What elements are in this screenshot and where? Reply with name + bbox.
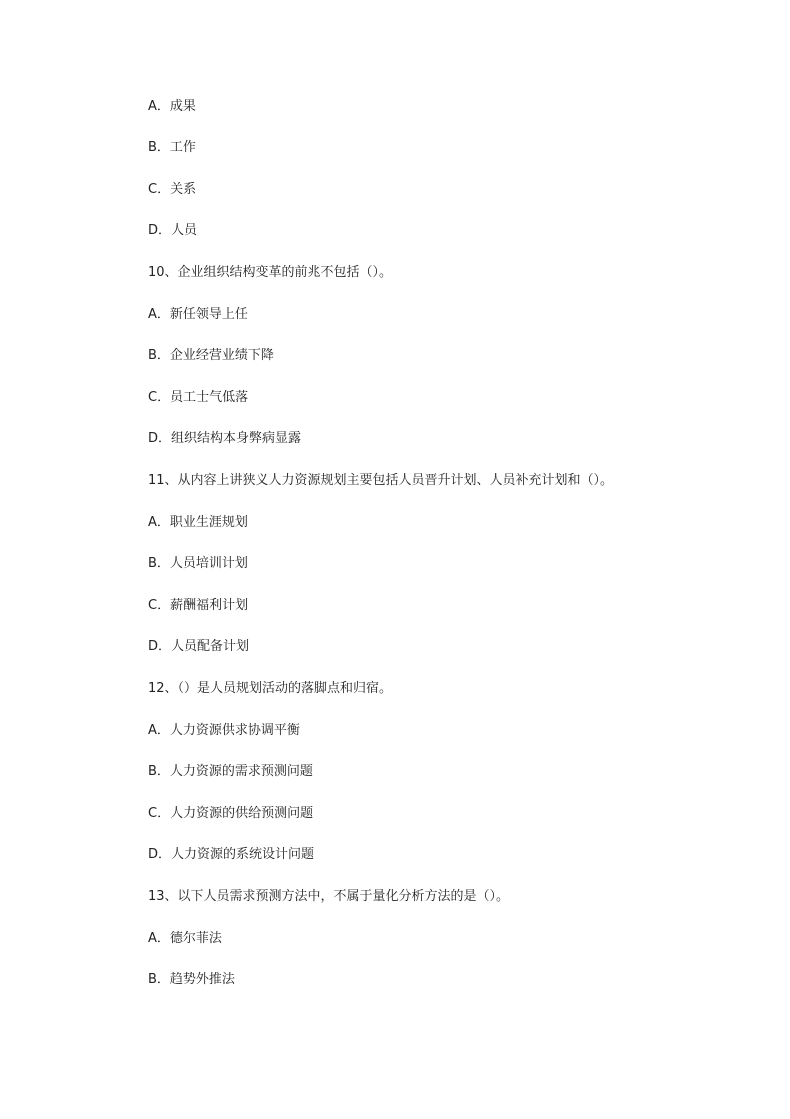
option-a-text: A．德尔菲法 xyxy=(148,931,222,946)
option-c-text: C．人力资源的供给预测问题 xyxy=(148,806,314,821)
question-12-text: 12、（）是人员规划活动的落脚点和归宿。 xyxy=(148,681,393,696)
option-c-text: C．员工士气低落 xyxy=(148,390,249,405)
option-b-text: B．工作 xyxy=(148,140,196,155)
option-b-text: B．人力资源的需求预测问题 xyxy=(148,764,313,779)
option-d-text: D．组织结构本身弊病显露 xyxy=(148,431,302,446)
option-a-text: A．人力资源供求协调平衡 xyxy=(148,723,300,738)
question-10-text: 10、企业组织结构变革的前兆不包括（）。 xyxy=(148,265,393,280)
option-d-text: D．人力资源的系统设计问题 xyxy=(148,847,315,862)
option-b-text: B．趋势外推法 xyxy=(148,972,235,987)
question-13-text: 13、以下人员需求预测方法中，不属于量化分析方法的是（）。 xyxy=(148,889,510,904)
option-a-text: A．成果 xyxy=(148,99,196,114)
option-a-text: A．职业生涯规划 xyxy=(148,515,248,530)
option-b-text: B．人员培训计划 xyxy=(148,556,248,571)
option-a-text: A．新任领导上任 xyxy=(148,307,248,322)
option-b-text: B．企业经营业绩下降 xyxy=(148,348,274,363)
option-d-text: D．人员 xyxy=(148,223,198,238)
option-c-text: C．薪酬福利计划 xyxy=(148,598,249,613)
question-11-text: 11、从内容上讲狭义人力资源规划主要包括人员晋升计划、人员补充计划和（）。 xyxy=(148,473,614,488)
option-c-text: C．关系 xyxy=(148,182,197,197)
option-d-text: D．人员配备计划 xyxy=(148,639,250,654)
